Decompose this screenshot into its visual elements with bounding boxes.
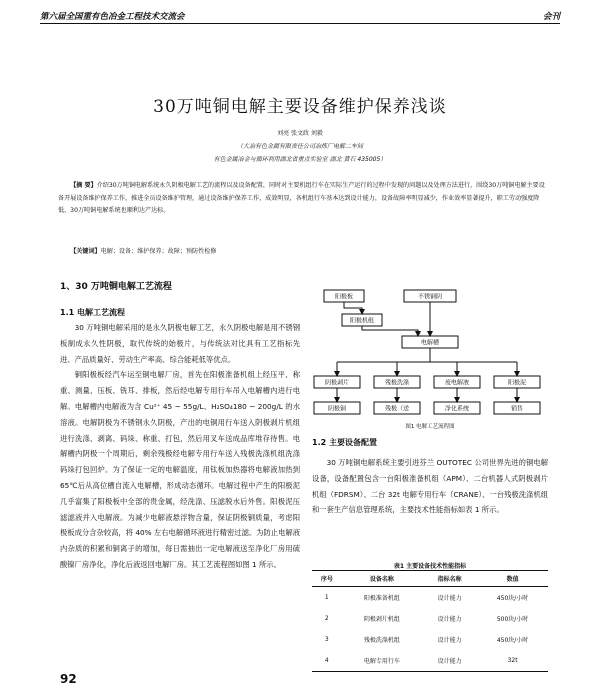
table-row bbox=[312, 629, 548, 650]
table-cell: 3 bbox=[324, 636, 329, 643]
table-row bbox=[312, 587, 548, 609]
table-cell: 设计能力 bbox=[437, 595, 462, 602]
table-cell: 450块/小时 bbox=[496, 637, 529, 644]
column-header: 指标名称 bbox=[422, 571, 477, 587]
header-rule bbox=[40, 23, 560, 24]
table-cell: 阴极剥片机组 bbox=[363, 616, 400, 623]
flow-arrow bbox=[344, 302, 362, 314]
figure-caption: 图1 电解工艺流程图 bbox=[405, 424, 455, 430]
paper-title: 30万吨铜电解主要设备维护保养浅谈 bbox=[153, 97, 447, 117]
paragraph: 铜阳极板经汽车运至铜电解厂房，首先在阳极准备机组上经压平、称重、测量、压板、铣耳、排板，然后经电解专用行车吊入电解槽内进行电解。电解槽内电解液为含 Cu²⁺ 45 ~ 55g/L、H₂SO₄180 ~ 200g/L 的水溶液。电解阴极为不锈钢永久阴极，产出的电铜用行车送入阴极剥片机组进行洗涤、剥离、码垛、称重、打包，然后用叉车送成品库堆存待售。电解槽内阴极一个周期后，剩余残极经电解专用行车送入残极洗涤机组洗涤码垛打包回炉。为了保证一定的电解温度，用钛板加热器将电解液加热到 65℃后从高位槽自流入电解槽，形成动态循环。电解过程中产生的阳极泥几乎富集了阳极板中全部的贵金属，经洗涤、压滤脱水后外售。阳极泥压滤滤液并入电解液。为减少电解液悬浮物含量，保证阴极铜质量，考虑阳极板成分含杂较高，将 40% 左右电解循环液进行精密过滤。为防止电解液内杂质的积累和铜离子的增加，每日需抽出一定电解液送至净化厂房用硫酸镍厂房净化，净化后液返回电解厂房。其工艺流程图如图 1 所示。 bbox=[60, 370, 300, 569]
node-label: 不锈钢阴 bbox=[417, 293, 443, 301]
table-cell: 1 bbox=[324, 594, 329, 601]
node-label: 阳极泥 bbox=[507, 379, 527, 387]
keywords-label: 【关键词】 bbox=[70, 248, 101, 255]
affiliation-line-2: 有色金属冶金与循环利用湖北省重点实验室 湖北 黄石 435005） bbox=[213, 156, 387, 163]
table-cell: 阳极准备机组 bbox=[363, 595, 400, 602]
table-cell: 电解专用行车 bbox=[342, 650, 422, 672]
paragraph: 30 万吨铜电解采用的是永久阴极电解工艺，永久阴极电解是用不锈钢板制成永久性阴极，取代传统的始极片，与传统法对比具有工艺指标先进、产品质量好、劳动生产率高、综合能耗低等优点。 bbox=[60, 323, 300, 364]
node-label: 残极洗涤 bbox=[384, 379, 410, 387]
header-conference-title: 第六届全国重有色冶金工程技术交流会 bbox=[40, 12, 185, 22]
node-label: 残极（送 bbox=[384, 405, 410, 413]
node-label: 阴极铜 bbox=[327, 405, 347, 413]
column-header: 设备名称 bbox=[342, 571, 422, 587]
node-label: 阴极剥片 bbox=[324, 379, 350, 387]
table-caption: 表1 主要设备技术性能指标 bbox=[393, 563, 467, 570]
equipment-spec-table bbox=[312, 570, 548, 672]
table-cell: 设计能力 bbox=[437, 616, 462, 623]
table-header-row bbox=[312, 571, 548, 587]
table-cell: 2 bbox=[324, 615, 329, 622]
node-label: 电解槽 bbox=[420, 339, 440, 347]
keywords bbox=[58, 246, 546, 255]
left-column-body bbox=[60, 320, 300, 573]
table-cell: 4 bbox=[312, 650, 342, 672]
column-header: 序号 bbox=[312, 571, 342, 587]
table-cell: 残极洗涤机组 bbox=[363, 637, 400, 644]
page-number: 92 bbox=[60, 672, 77, 686]
node-label: 阳极板 bbox=[334, 293, 354, 301]
affiliation-line-1: （大冶有色金属有限责任公司冶炼厂电解二车间 bbox=[236, 143, 363, 150]
table-row bbox=[312, 650, 548, 672]
running-header bbox=[40, 8, 560, 24]
section-heading-1: 1、30 万吨铜电解工艺流程 bbox=[60, 282, 172, 292]
table-cell: 450块/小时 bbox=[496, 595, 529, 602]
section-heading-1-2: 1.2 主要设备配置 bbox=[312, 438, 377, 447]
table-cell: 设计能力 bbox=[422, 650, 477, 672]
node-label: 废电解液 bbox=[444, 379, 470, 387]
table-cell: 500块/小时 bbox=[496, 616, 529, 623]
table-cell: 设计能力 bbox=[437, 637, 462, 644]
column-header: 数值 bbox=[477, 571, 548, 587]
node-label: 阳极机组 bbox=[349, 317, 375, 325]
keywords-text: 电解；设备；维护保养；故障；预防性检修 bbox=[100, 248, 217, 255]
abstract-text: 介绍30万吨铜电解系统永久阴极电解工艺的流程以及设备配置，同时对主要机组行车在实际生产运行的过程中发现的问题以及处理方法进行，围绕30万吨铜电解主要设备开展设备维护保养工作，推进全员设备维护管理，通过设备维护保养工作，成效明显，各机组行车基本达到设计能力，设备故障率明显减少，作业效率显著提升，职工劳动强度降低，30万吨铜电解系统也顺利达产达标。 bbox=[58, 182, 545, 215]
table-row bbox=[312, 608, 548, 629]
flow-arrow bbox=[362, 326, 418, 336]
paragraph: 30 万吨铜电解系统主要引进芬兰 OUTOTEC 公司世界先进的铜电解设备，设备配置包含一台阳极准备机组（APM）、二台机器人式阴极剥片机组（FDRSM）、二台 32t 电解专用行车（CRANE）、一台残极洗涤机组和一套生产信息管理系统，主要技术性能指标如表 1 所示。 bbox=[312, 458, 548, 515]
table-cell: 32t bbox=[477, 650, 548, 672]
node-label: 净化系统 bbox=[444, 405, 470, 413]
section-heading-1-1: 1.1 电解工艺流程 bbox=[60, 308, 125, 317]
process-flow-diagram bbox=[312, 288, 548, 434]
abstract bbox=[58, 180, 546, 218]
node-label: 销售 bbox=[510, 405, 524, 413]
author-list: 刘亮 张文政 刘毅 bbox=[277, 130, 323, 137]
header-label: 会刊 bbox=[542, 12, 560, 22]
abstract-label: 【摘 要】 bbox=[70, 182, 97, 189]
